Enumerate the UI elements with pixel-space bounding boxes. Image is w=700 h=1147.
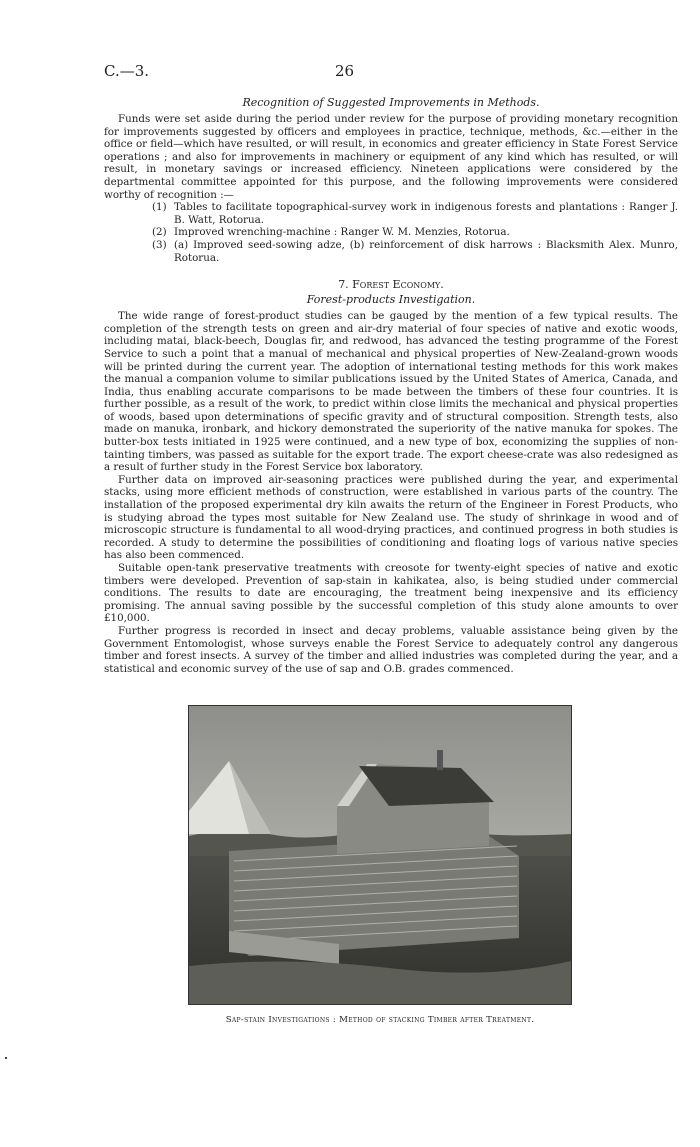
page-header — [104, 62, 678, 86]
paragraph-recognition: Funds were set aside during the period under review for the purpose of providing monetary recognition for improvements suggested by officers and employees in practice, technique, methods, &c.—either in the office or field—which have resulted, or will result, in economics and greater efficiency in State Forest Service operations ; and also for improvements in machinery or equipment of any kind which has resulted, or will result, in monetary savings or increased efficiency. Nineteen applications were considered by the departmental committee appointed for this purpose, and the following improvements were considered worthy of recognition :— — [104, 113, 678, 201]
paragraph-forest-products-4: Further progress is recorded in insect and decay problems, valuable assistance being given by the Government Entomologist, whose surveys enable the Forest Service to adequately control any dangerous timber and forest insects. A survey of the timber and allied industries was completed during the year, and a statistical and economic survey of the use of sap and O.B. grades commenced. — [104, 624, 678, 675]
page-number: 26 — [335, 62, 355, 80]
list-item-text: Improved wrenching-machine : Ranger W. M. Menzies, Rotorua. — [174, 226, 510, 239]
page-content — [104, 62, 678, 675]
document-reference: C.—3. — [104, 62, 150, 80]
paragraph-forest-products-1: The wide range of forest-product studies can be gauged by the mention of a few typical results. The completion of the strength tests on green and air-dry material of four species of native and exotic woods, including matai, black-beech, Douglas fir, and redwood, has advanced the testing programme of the Forest Service to such a point that a manual of mechanical and physical properties of New-Zealand-grown woods will be printed during the current year. The adoption of international testing methods for this work makes the manual a companion volume to similar publications issued by the United States of America, Canada, and India, thus enabling accurate comparisons to be made between the timbers of these four countries. It is further possible, as a result of the work, to predict within close limits the mechanical and physical properties of woods, based upon determinations of specific gravity and of structural composition. Strength tests, also made on manuka, ironbark, and hickory demonstrated the superiority of the native manuka for spokes. The butter-box tests initiated in 1925 were continued, and a new type of box, economizing the supplies of non-tainting timbers, was passed as suitable for the export trade. The export cheese-crate was also redesigned as a result of further study in the Forest Service box laboratory. — [104, 310, 678, 474]
section-heading-forest-economy: 7. Forest Economy. — [338, 278, 444, 292]
list-item-text: (a) Improved seed-sowing adze, (b) reinforcement of disk harrows : Blacksmith Alex. Munro, Rotorua. — [174, 238, 678, 264]
list-item-number: (2) — [152, 226, 167, 239]
improvements-list — [104, 201, 678, 264]
list-item — [152, 239, 678, 264]
section-heading-recognition: Recognition of Suggested Improvements in Methods. — [242, 96, 540, 109]
paragraph-forest-products-3: Suitable open-tank preservative treatments with creosote for twenty-eight species of native and exotic timbers were developed. Prevention of sap-stain in kahikatea, also, is being studied under commercial conditions. The results to date are encouraging, the treatment being inexpensive and its efficiency promising. The annual saving possible by the successful completion of this study alone amounts to over £10,000. — [104, 562, 678, 625]
list-item-number: (3) — [152, 238, 167, 251]
list-item — [152, 201, 678, 226]
paragraph-forest-products-2: Further data on improved air-seasoning practices were published during the year, and experimental stacks, using more efficient methods of construction, were established in various parts of the country. The installation of the proposed experimental dry kiln awaits the return of the Engineer in Forest Products, who is studying abroad the types most suitable for New Zealand use. The study of shrinkage in wood and of microscopic structure is fundamental to all wood-drying practices, and continued progress in both studies is recorded. A study to determine the possibilities of conditioning and floating logs of various native species has also been commenced. — [104, 473, 678, 562]
margin-mark — [5, 1057, 7, 1059]
timber-stack-photo — [188, 705, 572, 1005]
list-item — [152, 226, 678, 239]
list-item-number: (1) — [152, 201, 167, 214]
photo-caption: Sap-stain Investigations : Method of stacking Timber after Treatment. — [225, 1015, 535, 1025]
subheading-forest-products: Forest-products Investigation. — [306, 293, 476, 307]
list-item-text: Tables to facilitate topographical-survey work in indigenous forests and plantations : Ranger J. B. Watt, Rotorua. — [174, 201, 678, 226]
